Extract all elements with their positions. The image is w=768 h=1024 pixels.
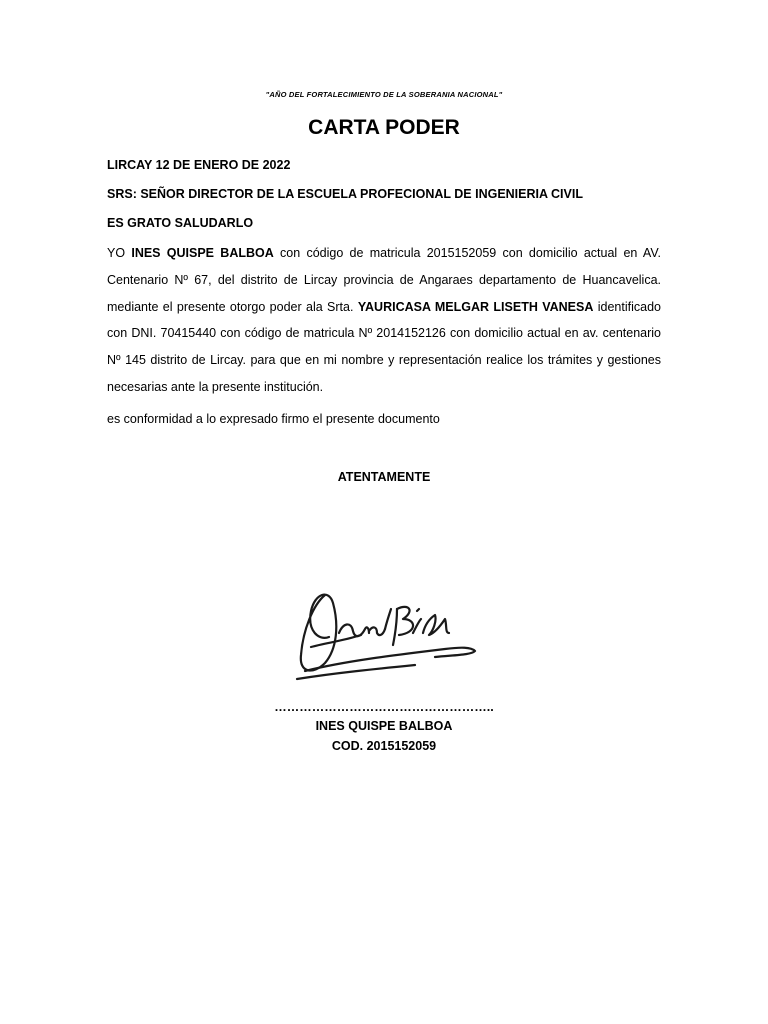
- sign-off: ATENTAMENTE: [337, 470, 431, 484]
- handwritten-signature: [285, 575, 485, 690]
- grantee-name: YAURICASA MELGAR LISETH VANESA: [357, 299, 594, 314]
- body-paragraph: [107, 240, 661, 401]
- signature-line: ……………………………………………..: [274, 700, 494, 714]
- body-text-part-1: YO: [107, 246, 132, 260]
- greeting-line: ES GRATO SALUDARLO: [107, 216, 254, 230]
- closing-line: es conformidad a lo expresado firmo el presente documento: [107, 412, 440, 426]
- body-text-part-3: identificado con DNI. 70415440 con código de matricula Nº 2014152126 con domicilio actual en av. centenario Nº 145 distrito de Lircay. para que en mi nombre y representación realice los trámites y gestiones necesarias ante la presente institución.: [107, 299, 661, 394]
- document-motto: "AÑO DEL FORTALECIMIENTO DE LA SOBERANIA NACIONAL": [265, 90, 503, 99]
- recipient-line: SRS: SEÑOR DIRECTOR DE LA ESCUELA PROFECIONAL DE INGENIERIA CIVIL: [107, 187, 583, 201]
- signer-name: INES QUISPE BALBOA: [315, 719, 453, 733]
- document-title: CARTA PODER: [308, 116, 460, 139]
- grantor-name: INES QUISPE BALBOA: [131, 246, 274, 260]
- body-text-part-2: con código de matricula 2015152059 con domicilio actual en AV. Centenario Nº 67, del distrito de Lircay provincia de Angaraes departamento de Huancavelica. mediante el presente otorgo poder ala Srta.: [107, 246, 661, 314]
- date-line: LIRCAY 12 DE ENERO DE 2022: [107, 158, 291, 172]
- signer-code: COD. 2015152059: [331, 739, 437, 753]
